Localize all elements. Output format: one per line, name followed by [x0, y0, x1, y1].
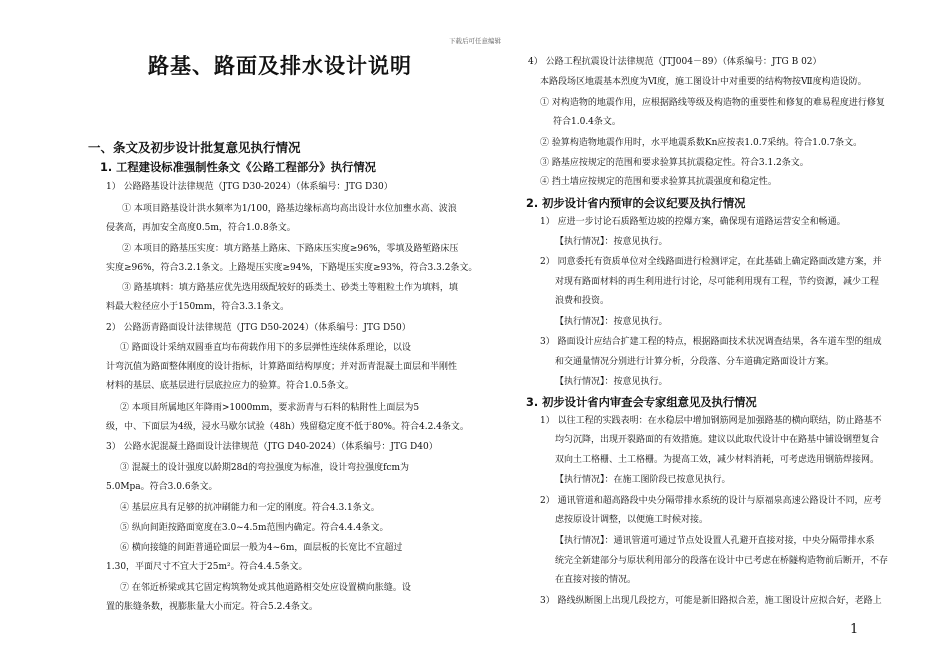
text-line: 2） 通讯管道和超高路段中央分隔带排水系统的设计与原福泉高速公路设计不同，应考 — [540, 496, 882, 506]
text-line: 【执行情况】：按意见执行。 — [555, 317, 668, 327]
text-line: ③ 混凝土的设计强度以龄期28d的弯拉强度为标准，设计弯拉强度fcm为 — [120, 463, 409, 473]
text-line: 虑按原设计调整，以便施工时候对接。 — [555, 515, 709, 525]
text-line: ⑥ 横向接缝的间距普通砼面层一般为4~6m，面层板的长宽比不宜超过 — [120, 543, 403, 553]
text-line: 【执行情况】：在施工图阶段已按意见执行。 — [555, 475, 731, 485]
text-line: 2） 公路沥青路面设计法律规范（JTG D50-2024）（体系编号：JTG D50） — [106, 323, 411, 333]
text-line: ⑤ 纵向间距按路面宽度在3.0~4.5m范围内确定。符合4.4.4条文。 — [120, 523, 389, 533]
text-line: 级，中、下面层为4级，浸水马歇尔试验（48h）残留稳定度不低于80%。符合4.2.4条文。 — [106, 422, 469, 432]
page-title: 路基、路面及排水设计说明 — [148, 54, 412, 78]
text-line: 5.0Mpa。符合3.0.6条文。 — [106, 482, 218, 492]
text-line: ③ 路基应按规定的范围和要求验算其抗震稳定性。符合3.1.2条文。 — [540, 158, 809, 168]
text-line: 侵袭高，再加安全高度0.5m，符合1.0.8条文。 — [106, 223, 296, 233]
subsection-heading: 3. 初步设计省内审查会专家组意见及执行情况 — [526, 396, 757, 409]
text-line: ⑦ 在邻近桥梁或其它固定构筑物处或其他道路相交处应设置横向胀缝。设 — [120, 583, 411, 593]
text-line: 1） 以往工程的实践表明：在水稳层中增加钢筋网是加强路基的横向联结，防止路基不 — [540, 416, 882, 426]
text-line: 浪费和投资。 — [555, 296, 610, 306]
text-line: 【执行情况】：通讯管道可通过节点处设置人孔避开直接对接，中央分隔带排水系 — [555, 536, 875, 546]
text-line: 对现有路面材料的再生利用进行讨论，尽可能利用现有工程，节约资源，减少工程 — [555, 277, 880, 287]
text-line: 计弯沉值为路面整体刚度的设计指标，计算路面结构厚度；并对沥青混凝土面层和半刚性 — [106, 362, 458, 372]
text-line: 1） 应进一步讨论石质路堑边坡的控爆方案，确保现有道路运营安全和畅通。 — [540, 217, 846, 227]
text-line: 实度≥96%，符合3.2.1条文。上路堤压实度≥94%，下路堤压实度≥93%，符合3.3.2条文。 — [106, 263, 478, 273]
text-line: ① 本项目路基设计洪水频率为1/100，路基边缘标高均高出设计水位加壅水高、波浪 — [122, 204, 457, 214]
text-line: ② 本项目所属地区年降雨>1000mm，要求沥青与石料的粘附性上面层为5 — [120, 403, 420, 413]
text-line: 3） 路面设计应结合扩建工程的特点，根据路面技术状况调查结果，各车道车型的组成 — [540, 337, 882, 347]
text-line: 3） 路线纵断图上出现几段挖方，可能是新旧路拟合差，施工图设计应拟合好，老路上 — [540, 596, 882, 606]
text-line: 统完全新建部分与原状利用部分的段落在设计中已考虑在桥隧构造物前后断开，不存 — [555, 556, 889, 566]
subsection-heading: 2. 初步设计省内预审的会议纪要及执行情况 — [526, 197, 746, 210]
text-line: 符合1.0.4条文。 — [553, 117, 621, 127]
text-line: 1.30，平面尺寸不宜大于25m²。符合4.4.5条文。 — [106, 562, 308, 572]
text-line: 料最大粒径应小于150mm，符合3.3.1条文。 — [106, 302, 290, 312]
text-line: ③ 路基填料：填方路基应优先选用级配较好的砾类土、砂类土等粗粒土作为填料，填 — [122, 283, 458, 293]
subsection-heading: 1. 工程建设标准强制性条文《公路工程部分》执行情况 — [100, 161, 376, 174]
text-line: 本路段场区地震基本烈度为Ⅵ度，施工图设计中对重要的结构物按Ⅶ度构造设防。 — [540, 77, 867, 87]
text-line: ① 路面设计采纳双圆垂直均布荷载作用下的多层弹性连续体系理论，以设 — [120, 343, 411, 353]
page-number: 1 — [850, 622, 859, 637]
text-line: ④ 基层应具有足够的抗冲刷能力和一定的刚度。符合4.3.1条文。 — [120, 503, 380, 513]
section-heading: 一、条文及初步设计批复意见执行情况 — [88, 140, 301, 155]
text-line: 3） 公路水泥混凝土路面设计法律规范（JTG D40-2024）（体系编号：JTG D40） — [106, 442, 438, 452]
text-line: ④ 挡土墙应按规定的范围和要求验算其抗震强度和稳定性。 — [540, 177, 777, 187]
text-line: ② 验算构造物地震作用时，水平地震系数Kn应按表1.0.7采纳。符合1.0.7条文。 — [540, 138, 863, 148]
page-header-note: 下载后可任意编辑 — [449, 37, 501, 45]
text-line: 和交通量情况分别进行计算分析，分段落、分车道确定路面设计方案。 — [555, 357, 835, 367]
text-line: 均匀沉降，出现开裂路面的有效措施。建议以此取代设计中在路基中铺设钢塑复合 — [555, 435, 880, 445]
text-line: 【执行情况】：按意见执行。 — [555, 237, 668, 247]
text-line: ① 对构造物的地震作用，应根据路线等级及构造物的重要性和修复的难易程度进行修复 — [540, 98, 885, 108]
text-line: 双向土工格栅、土工格栅。为提高工效，减少材料消耗，可考虑选用钢筋焊接网。 — [555, 455, 880, 465]
text-line: 1） 公路路基设计法律规范（JTG D30-2024）（体系编号：JTG D30） — [106, 182, 393, 192]
text-line: 2） 同意委托有资质单位对全线路面进行检测评定，在此基础上确定路面改建方案，并 — [540, 257, 882, 267]
text-line: 【执行情况】：按意见执行。 — [555, 377, 668, 387]
text-line: 在直接对接的情况。 — [555, 575, 637, 585]
text-line: 4） 公路工程抗震设计法律规范（JTJ004－89）（体系编号：JTG B 02） — [528, 57, 822, 67]
text-line: ② 本项目的路基压实度：填方路基上路床、下路床压实度≥96%，零填及路堑路床压 — [122, 244, 459, 254]
text-line: 置的胀缝条数，视膨胀量大小而定。符合5.2.4条文。 — [106, 602, 318, 612]
text-line: 材料的基层、底基层进行层底拉应力的验算。符合1.0.5条文。 — [106, 381, 354, 391]
